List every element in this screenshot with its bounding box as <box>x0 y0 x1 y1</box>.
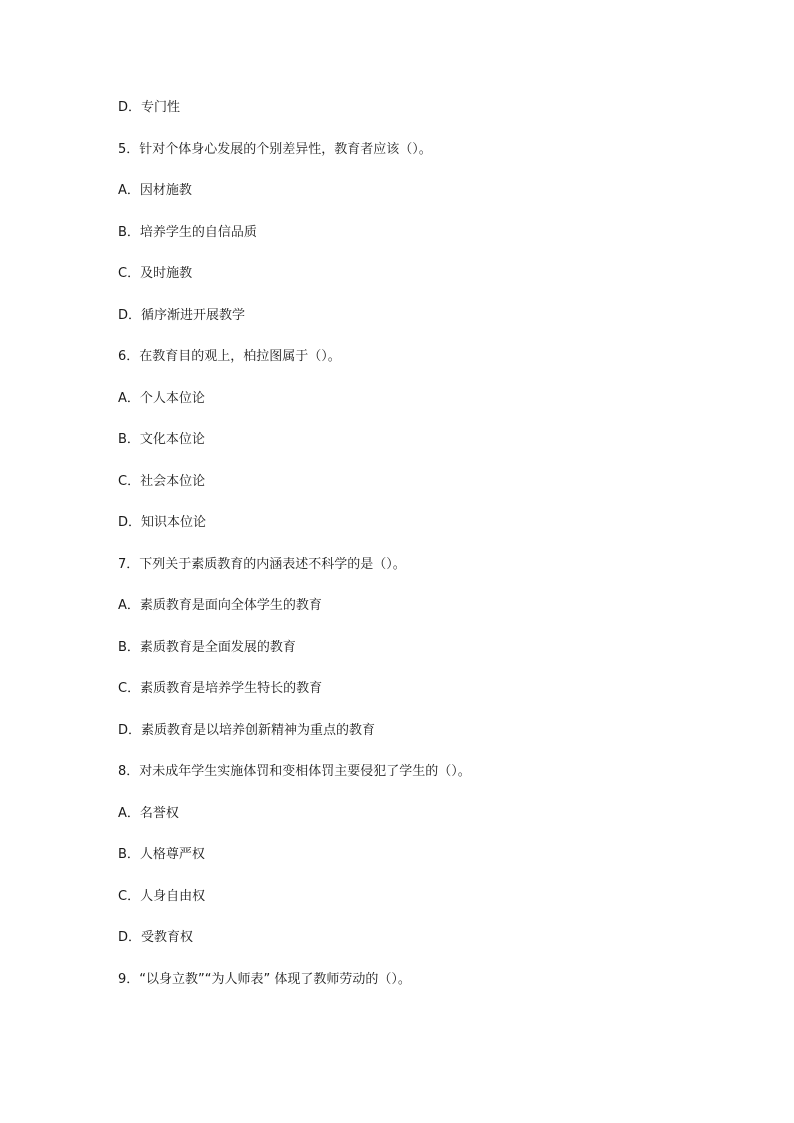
question-line: 8．对未成年学生实施体罚和变相体罚主要侵犯了学生的（）。 <box>118 764 471 779</box>
option-line: C．素质教育是培养学生特长的教育 <box>118 681 323 696</box>
option-line: A．因材施教 <box>118 183 192 198</box>
option-line: D．素质教育是以培养创新精神为重点的教育 <box>118 723 376 738</box>
question-line: 5．针对个体身心发展的个别差异性，教育者应该（）。 <box>118 142 432 157</box>
option-line: C．及时施教 <box>118 266 193 281</box>
option-line: D．循序渐进开展教学 <box>118 308 246 323</box>
option-line: B．文化本位论 <box>118 432 205 447</box>
question-line: 9．“以身立教”“为人师表” 体现了教师劳动的（）。 <box>118 972 411 987</box>
option-line: A．素质教育是面向全体学生的教育 <box>118 598 322 613</box>
option-line: A．名誉权 <box>118 806 179 821</box>
option-line: B．素质教育是全面发展的教育 <box>118 640 296 655</box>
question-line: 6．在教育目的观上，柏拉图属于（）。 <box>118 349 341 364</box>
option-line: A．个人本位论 <box>118 391 205 406</box>
option-line: D．专门性 <box>118 100 181 115</box>
option-line: B．人格尊严权 <box>118 847 205 862</box>
option-line: C．人身自由权 <box>118 889 206 904</box>
option-line: B．培养学生的自信品质 <box>118 225 257 240</box>
option-line: D．受教育权 <box>118 930 194 945</box>
option-line: C．社会本位论 <box>118 474 206 489</box>
question-line: 7．下列关于素质教育的内涵表述不科学的是（）。 <box>118 557 406 572</box>
option-line: D．知识本位论 <box>118 515 207 530</box>
